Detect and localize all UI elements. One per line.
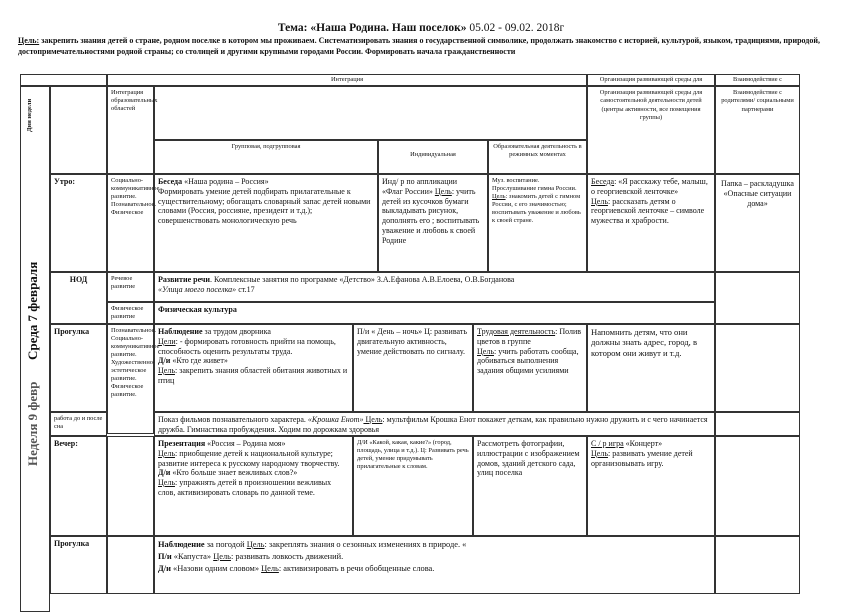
evening-pres-goal: Цель — [158, 448, 175, 458]
morning-env-goal: Цель — [591, 196, 608, 206]
evening-pres-quote: «Россия – Родина моя» — [205, 439, 286, 448]
walk2-di-text: : активизировать в речи обобщенные слова. — [278, 564, 435, 574]
sleep-parents-blank — [715, 412, 800, 436]
morning-env-quote: : «Я расскажу тебе, малыш, о георгиевской ленточке» — [591, 177, 708, 196]
day-label: Среда 7 февраля — [25, 261, 40, 360]
nod-speech-title: Развитие речи — [158, 275, 211, 284]
morning-individual — [378, 174, 488, 272]
walk-obs-title: Наблюдение — [158, 327, 203, 336]
walk2-di-quote: «Назови одним словом» — [170, 564, 262, 574]
walk-group — [154, 324, 353, 412]
header-areas: Интеграция образовательных областей — [107, 86, 154, 174]
walk2-pi-title: П/и — [158, 552, 172, 562]
sleep-text-2: : мультфильм Крошка Енот покажет деткам, как правильно нужно дружить и с чего начинается дружба. Гимнастика пробуждения. Ходим по дорожкам здоровья — [158, 415, 708, 434]
evening-parents-blank — [715, 436, 800, 536]
evening-individual: Д/И «Какой, какая, какие?» (город, площадь, улица и т.д.). Ц: Развивать речь детей, умение придумывать прилагательные к словам. — [353, 436, 473, 536]
week-goal — [18, 36, 828, 58]
morning-regime-1: Муз. воспитание. Прослушивание гимна России. — [492, 177, 577, 192]
row-label-evening: Вечер: — [50, 436, 107, 536]
walk2-group — [154, 536, 715, 594]
row-label-morning: Утро: — [50, 174, 107, 272]
morning-env — [587, 174, 715, 272]
header-integration: Интеграция — [107, 74, 587, 86]
walk-obs-goal-text: : - формировать готовность прийти на помощь, способность оценить результаты труда. — [158, 336, 336, 356]
walk2-obs-goal: Цель — [246, 540, 265, 549]
walk-game-text: : закрепить знания областей обитания животных и птиц — [158, 366, 348, 385]
header-env: Организация развивающей среды для самостоятельной деятельности детей (центры активности, все помещения группы) — [587, 86, 715, 174]
nod-parents-blank — [715, 272, 800, 324]
walk2-obs-text: за погодой — [204, 540, 247, 549]
days-label: Дни недели — [26, 98, 33, 132]
walk-parents-blank — [715, 324, 800, 412]
header-cell-blank — [20, 74, 107, 86]
morning-group-title: Беседа — [158, 177, 183, 186]
walk2-obs-goal-text: : закреплять знания о сезонных изменениях в природе. « — [264, 540, 467, 549]
row-label-nod: НОД — [50, 272, 107, 324]
nod-speech — [154, 272, 715, 302]
morning-env-title: Беседа — [591, 177, 615, 186]
evening-env-title: С / р игра — [591, 439, 624, 448]
walk2-parents-blank — [715, 536, 800, 594]
header-row-blank — [50, 86, 107, 174]
walk2-pi-goal: Цель — [213, 552, 231, 562]
nod-speech-topic: «Улица моего поселка» — [158, 284, 237, 294]
walk-env: Напомнить детям, что они должны знать адрес, город, в котором они живут и т.д. — [587, 324, 715, 412]
evening-env-goal: Цель — [591, 448, 608, 458]
walk-labor-goal-text: : учить работать сообща, добиваться выполнения задания общими усилиями — [477, 346, 579, 375]
morning-ind-quote: «Флаг России» — [382, 186, 433, 196]
morning-env-text: : рассказать детям о георгиевской ленточке – символе мужества и храбрости. — [591, 196, 705, 225]
header-parents-top: Взаимодействие с — [715, 74, 800, 86]
row-label-walk: Прогулка — [50, 324, 107, 412]
faded-week-label: Неделя 9 февр — [25, 381, 40, 466]
walk-labor-text: : Полив цветов в группе — [477, 327, 582, 346]
nod-speech-page: ст.17 — [236, 284, 255, 294]
morning-group-quote: «Наша родина – Россия» — [184, 177, 269, 186]
evening-env-quote: «Концерт» — [623, 439, 663, 448]
evening-pres-text: : приобщение детей к национальной культуре; развитие интереса к русскому народному творчеству. — [158, 448, 340, 468]
walk2-di-goal: Цель — [261, 564, 279, 574]
walk-labor-goal: Цель — [477, 346, 494, 356]
header-regime: Образовательная деятельность в режимных моментах — [488, 140, 587, 174]
sleep-film-goal: Цель — [363, 415, 383, 424]
evening-regime: Рассмотреть фотографии, иллюстрации с изображением домов, зданий детского сада, улиц поселка — [473, 436, 587, 536]
plan-table — [20, 70, 824, 595]
morning-regime-goal: Цель — [492, 193, 506, 200]
walk-game-goal: Цель — [158, 366, 175, 375]
walk-labor — [473, 324, 587, 412]
walk-areas: Познавательное. Социально-коммуникативное развитие. Художественно-эстетическое развитие. Физическое развитие. — [107, 324, 154, 434]
title-dates: 05.02 - 09.02. 2018г — [466, 22, 565, 34]
walk-obs-goal: Цели — [158, 336, 176, 346]
evening-group — [154, 436, 353, 536]
morning-ind-text: : учить детей из кусочков бумаги выкладывать рисунок, дополнять его ; воспитывать уважение и любовь к своей Родине — [382, 186, 480, 245]
nod-phys-area: Физическое развитие — [107, 302, 154, 324]
evening-areas-blank — [107, 436, 154, 536]
walk-individual: П/и « День – ночь» Ц: развивать двигательную активность, умение действовать по сигналу. — [353, 324, 473, 412]
morning-ind-title: Инд/ р по аппликации — [382, 177, 458, 186]
header-parents: Взаимодействие с родителями/ социальными партнерами — [715, 86, 800, 174]
morning-ind-goal: Цель — [434, 186, 452, 196]
sleep-film: «Крошка Енот» — [307, 415, 364, 424]
morning-group — [154, 174, 378, 272]
walk2-di-title: Д/и — [158, 564, 171, 574]
row-label-sleep: работа до и после сна — [50, 412, 107, 436]
morning-regime — [488, 174, 587, 272]
goal-text: закрепить знания детей о стране, родном поселке в котором мы проживаем. Систематизировать знания о государственной символике, продолжать знакомство с историей, культурой, языком, традициями, природой, достопримечательностями родной страны; со столицей и другими крупными городами России. Формировать начала гражданственности — [18, 36, 820, 56]
evening-game-text: : упражнять детей в произношении вежливых слов, активизировать словарь по данной теме. — [158, 478, 332, 497]
nod-speech-area: Речевое развитие — [107, 272, 154, 302]
evening-game-quote: «Кто больше знает вежливых слов?» — [170, 468, 298, 478]
evening-env — [587, 436, 715, 536]
row-label-walk2: Прогулка — [50, 536, 107, 594]
morning-parents: Папка – раскладушка «Опасные ситуации дома» — [715, 174, 800, 272]
sleep-text-1: Показ фильмов познавательного характера. — [158, 415, 308, 424]
morning-regime-2: : знакомить детей с гимном России, с его значимостью; воспитывать уважение и любовь к своей стране. — [492, 193, 581, 224]
sleep-text — [154, 412, 715, 436]
walk2-pi-quote: «Капуста» — [171, 552, 214, 562]
header-env-top: Организация развивающей среды для — [587, 74, 715, 86]
walk-labor-title: Трудовая деятельность — [477, 327, 556, 336]
nod-phys-title: Физическая культура — [154, 302, 715, 324]
goal-label: Цель: — [18, 36, 40, 45]
morning-group-text: Формировать умение детей подбирать прилагательные к существительному; обогащать словарный запас детей новыми словами (Россия, россияне, президент и т.д.); совершенствовать монологическую речь — [158, 186, 371, 225]
walk2-obs-title: Наблюдение — [158, 540, 205, 549]
walk-game-title: Д/и — [158, 356, 171, 366]
walk-game-quote: «Кто где живет» — [170, 356, 228, 366]
header-group: Групповая, подгрупповая — [154, 140, 378, 174]
evening-env-text: : развивать умение детей организовывать игру. — [591, 448, 693, 468]
walk2-areas-blank — [107, 536, 154, 594]
evening-game-title: Д/и — [158, 468, 171, 478]
title-prefix: Тема: «Наша Родина. Наш поселок» — [277, 22, 467, 34]
walk2-pi-text: : развивать ловкость движений. — [230, 552, 344, 562]
page-title — [0, 22, 842, 34]
evening-game-goal: Цель — [158, 478, 175, 487]
walk-obs-text: за трудом дворника — [202, 327, 271, 336]
header-blank-top — [154, 86, 587, 140]
header-individual: Индивидуальная — [378, 140, 488, 174]
evening-pres-title: Презентация — [158, 439, 206, 448]
morning-areas: Социально-коммуникативное развитие. Познавательное. Физическое — [107, 174, 154, 272]
nod-speech-text: . Комплексные занятия по программе «Детство» З.А.Ефанова А.В.Елоева, О.В.Богданова — [210, 275, 515, 284]
